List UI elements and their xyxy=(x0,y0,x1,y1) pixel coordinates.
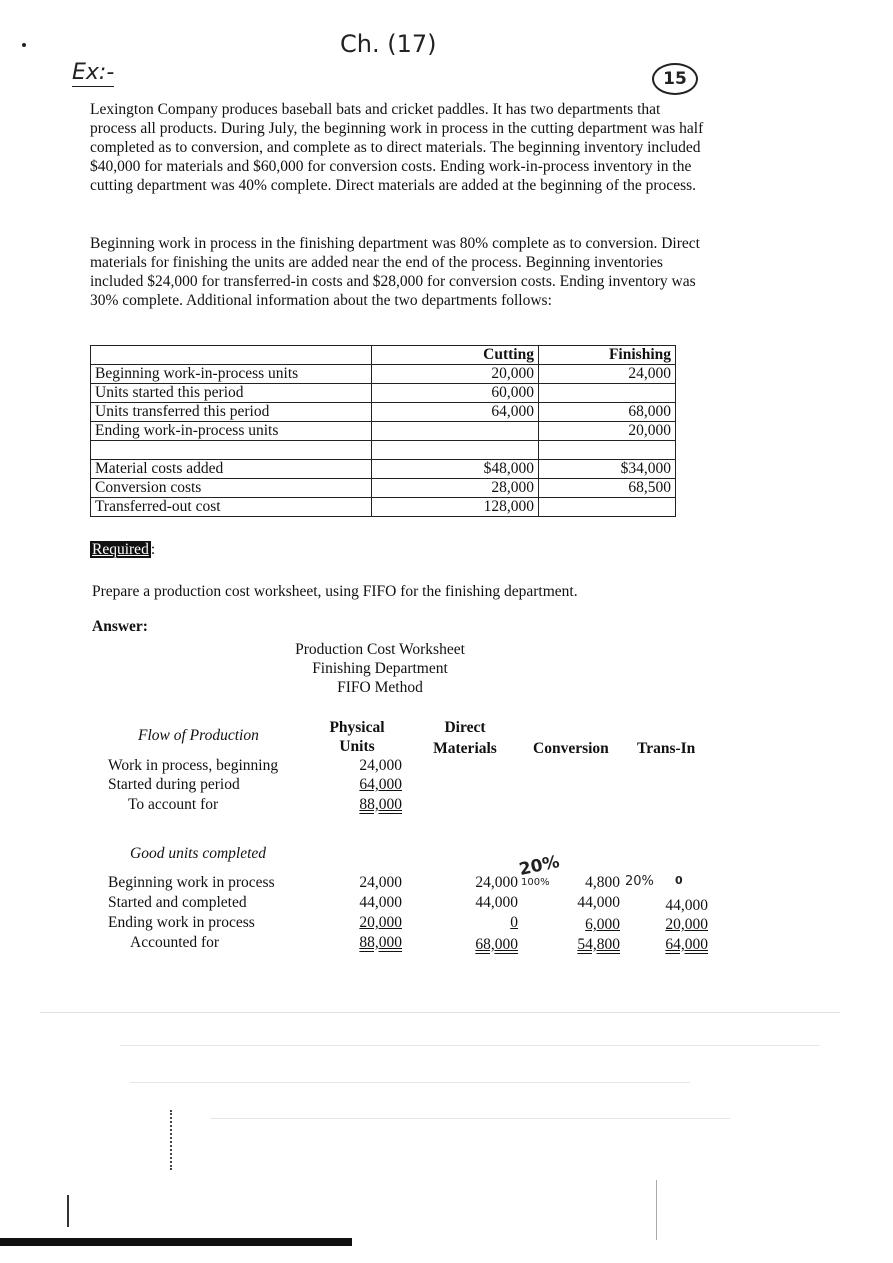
handwritten-dm-percent-big: 20% xyxy=(517,851,562,881)
scan-noise-line xyxy=(40,1012,840,1013)
finishing-value: 68,000 xyxy=(539,403,676,422)
cutting-value: $48,000 xyxy=(372,460,539,479)
good-units-beginning-wip: 24,000 xyxy=(359,874,402,891)
scan-noise-line xyxy=(210,1118,730,1119)
cutting-value xyxy=(372,422,539,441)
cutting-value: 28,000 xyxy=(372,479,539,498)
good-units-started-completed: 44,000 xyxy=(359,894,402,911)
good-trans-accounted-for: 64,000 xyxy=(665,936,708,953)
flow-label-to-account-for: To account for xyxy=(128,796,219,813)
cutting-value: 128,000 xyxy=(372,498,539,517)
direct-materials-header-line2: Materials xyxy=(433,740,497,757)
table-row xyxy=(91,422,676,441)
cutting-value: 20,000 xyxy=(372,365,539,384)
finishing-value xyxy=(539,384,676,403)
worksheet-subtitle-dept: Finishing Department xyxy=(312,660,448,677)
table-row xyxy=(91,479,676,498)
scan-noise-line xyxy=(120,1045,820,1046)
row-label: Ending work-in-process units xyxy=(91,422,372,441)
required-label: Required xyxy=(92,541,149,558)
table-row-blank xyxy=(91,441,676,460)
flow-units-beginning-wip: 24,000 xyxy=(359,757,402,774)
handwritten-dm-percent: 100% xyxy=(521,877,550,888)
table-row xyxy=(91,498,676,517)
cutting-value: 60,000 xyxy=(372,384,539,403)
good-label-started-completed: Started and completed xyxy=(108,894,247,911)
department-data-table xyxy=(90,345,676,517)
row-label: Material costs added xyxy=(91,460,372,479)
good-trans-started-completed: 44,000 xyxy=(665,897,708,914)
good-trans-ending-wip: 20,000 xyxy=(665,916,708,933)
good-label-accounted-for: Accounted for xyxy=(130,934,220,951)
direct-materials-header-line1: Direct xyxy=(444,719,486,736)
scan-edge-mark xyxy=(656,1180,657,1240)
flow-label-beginning-wip: Work in process, beginning xyxy=(108,757,279,774)
handwritten-trans-mark: 0 xyxy=(675,874,683,887)
good-dm-accounted-for: 68,000 xyxy=(475,936,518,953)
scan-speck xyxy=(22,43,26,47)
required-instruction: Prepare a production cost worksheet, using FIFO for the finishing department. xyxy=(92,583,578,600)
row-label: Conversion costs xyxy=(91,479,372,498)
physical-units-header-line1: Physical xyxy=(329,719,385,736)
required-heading: Required : xyxy=(92,541,156,558)
col-header-finishing: Finishing xyxy=(539,346,676,365)
example-label: Ex:- xyxy=(72,60,115,85)
conversion-header: Conversion xyxy=(533,740,609,757)
table-row xyxy=(91,365,676,384)
flow-units-started: 64,000 xyxy=(359,776,402,793)
good-conv-accounted-for: 54,800 xyxy=(577,936,620,953)
good-units-heading: Good units completed xyxy=(130,845,267,862)
problem-paragraph-1: Lexington Company produces baseball bats and cricket paddles. It has two departments that process all products. During July, the beginning work in process in the cutting department was half completed as to conversion, and complete as to direct materials. The beginning inventory included $40,000 for materials and $60,000 for conversion costs. Ending work-in-process inventory in the cutting department was 40% complete. Direct materials are added at the beginning of the process. xyxy=(90,101,704,194)
worksheet-subtitle-method: FIFO Method xyxy=(337,679,423,696)
row-label: Transferred-out cost xyxy=(91,498,372,517)
good-label-ending-wip: Ending work in process xyxy=(108,914,255,931)
row-label: Units started this period xyxy=(91,384,372,403)
finishing-value xyxy=(539,498,676,517)
cutting-value: 64,000 xyxy=(372,403,539,422)
good-conv-beginning-wip: 4,800 xyxy=(585,874,620,891)
good-dm-beginning-wip: 24,000 xyxy=(475,874,518,891)
col-header-cutting: Cutting xyxy=(372,346,539,365)
scan-edge-bar xyxy=(0,1238,352,1246)
row-label: Units transferred this period xyxy=(91,403,372,422)
table-row xyxy=(91,460,676,479)
finishing-value: 24,000 xyxy=(539,365,676,384)
table-header-row xyxy=(91,346,676,365)
handwritten-conv-percent: 20% xyxy=(625,874,654,889)
good-label-beginning-wip: Beginning work in process xyxy=(108,874,275,891)
row-label: Beginning work-in-process units xyxy=(91,365,372,384)
answer-label: Answer: xyxy=(92,618,148,635)
good-conv-ending-wip: 6,000 xyxy=(585,916,620,933)
scan-noise-line xyxy=(130,1082,690,1083)
worksheet-title: Production Cost Worksheet xyxy=(295,641,465,658)
table-row xyxy=(91,384,676,403)
trans-in-header: Trans-In xyxy=(637,740,696,757)
scan-edge-mark xyxy=(67,1195,69,1227)
good-dm-started-completed: 44,000 xyxy=(475,894,518,911)
finishing-value: 20,000 xyxy=(539,422,676,441)
table-row xyxy=(91,403,676,422)
chapter-heading: Ch. (17) xyxy=(340,30,437,58)
good-conv-started-completed: 44,000 xyxy=(577,894,620,911)
problem-paragraph-2: Beginning work in process in the finishing department was 80% complete as to conversion. Direct materials for finishing the units are added near the end of the process. Beginning inventories included $24,000 for transferred-in costs and $28,000 for conversion costs. Ending inventory was 30% complete. Additional information about the two departments follows: xyxy=(90,235,700,309)
good-units-ending-wip: 20,000 xyxy=(359,914,402,931)
finishing-value: 68,500 xyxy=(539,479,676,498)
scan-speck xyxy=(170,1110,179,1170)
good-dm-ending-wip: 0 xyxy=(510,914,518,931)
flow-label-started: Started during period xyxy=(108,776,240,793)
good-units-accounted-for: 88,000 xyxy=(359,934,402,951)
physical-units-header-line2: Units xyxy=(339,738,375,755)
flow-units-to-account-for: 88,000 xyxy=(359,796,402,813)
page-number-circle: 15 xyxy=(652,63,698,95)
flow-of-production-header: Flow of Production xyxy=(138,727,259,744)
finishing-value: $34,000 xyxy=(539,460,676,479)
